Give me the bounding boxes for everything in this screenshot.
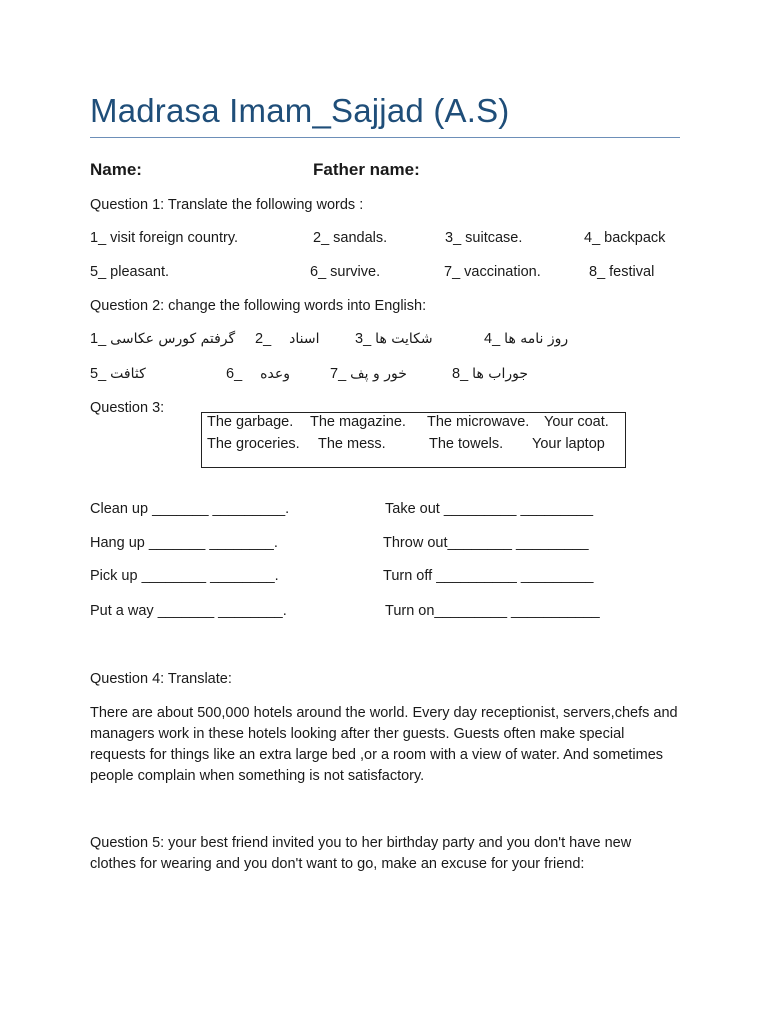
q2-item	[355, 331, 433, 347]
phrasal-verb-blank: Turn on_________ ___________	[385, 603, 600, 619]
q1-item: 2_ sandals.	[313, 230, 388, 246]
q2-item-number: 8_	[452, 366, 469, 382]
q2-item-word: روز نامه ها	[504, 331, 569, 347]
q2-item	[330, 366, 407, 382]
q1-item: 8_ festival	[589, 264, 655, 280]
phrasal-verb-blank: Take out _________ _________	[385, 501, 594, 517]
word-bank-item: The towels.	[429, 436, 504, 452]
q2-item-number: 6_	[226, 366, 243, 382]
page-title: Madrasa Imam_Sajjad (A.S)	[90, 92, 510, 129]
question-3-prompt: Question 3:	[90, 400, 165, 416]
q2-item-word: شکایت ها	[375, 331, 433, 347]
word-bank-item: The garbage.	[207, 414, 294, 430]
q2-item	[255, 331, 320, 347]
word-bank-item: Your laptop	[532, 436, 605, 452]
q2-item	[452, 366, 528, 382]
q2-item-number: 4_	[484, 331, 501, 347]
q1-item: 4_ backpack	[584, 230, 666, 246]
q1-item: 1_ visit foreign country.	[90, 230, 239, 246]
q2-item-number: 7_	[330, 366, 347, 382]
word-bank-item: The mess.	[318, 436, 386, 452]
q2-item-number: 2_	[255, 331, 272, 347]
q1-item: 6_ survive.	[310, 264, 381, 280]
phrasal-verb-blank: Hang up _______ ________.	[90, 535, 278, 551]
question-2-prompt: Question 2: change the following words into English:	[90, 298, 427, 314]
q1-item: 3_ suitcase.	[445, 230, 523, 246]
q2-item-word: وعده	[260, 366, 290, 382]
name-label: Name:	[90, 160, 142, 179]
q2-item-word: گرفتم کورس عکاسی	[110, 331, 236, 347]
q2-item	[90, 331, 235, 347]
word-bank-item: The microwave.	[427, 414, 530, 430]
title-underline	[90, 137, 680, 138]
q2-item	[90, 366, 146, 382]
q2-item-number: 3_	[355, 331, 372, 347]
q1-item: 7_ vaccination.	[444, 264, 541, 280]
q2-item-word: اسناد	[289, 331, 320, 347]
question-1-prompt: Question 1: Translate the following words :	[90, 197, 364, 213]
phrasal-verb-blank: Turn off __________ _________	[383, 568, 594, 584]
q2-item-number: 1_	[90, 331, 107, 347]
phrasal-verb-blank: Throw out________ _________	[383, 535, 589, 551]
phrasal-verb-blank: Pick up ________ ________.	[90, 568, 279, 584]
father-name-label: Father name:	[313, 160, 420, 179]
q2-item	[484, 331, 568, 347]
q1-item: 5_ pleasant.	[90, 264, 170, 280]
q2-item	[226, 366, 290, 382]
question-4-passage: There are about 500,000 hotels around the world. Every day receptionist, servers,chefs and managers work in these hotels looking after ther guests. Guests often make special requests for things like an extra large bed ,or a room with a view of water. And sometimes people complain when something is not satisfactory.	[90, 705, 678, 784]
q2-item-word: کثافت	[110, 366, 146, 382]
q2-item-word: جوراب ها	[472, 366, 528, 382]
phrasal-verb-blank: Put a way _______ ________.	[90, 603, 287, 619]
question-4-prompt: Question 4: Translate:	[90, 671, 232, 687]
question-5-prompt: Question 5: your best friend invited you to her birthday party and you don't have new clothes for wearing and you don't want to go, make an excuse for your friend:	[90, 835, 632, 872]
q2-item-word: خور و پف	[350, 366, 407, 382]
q2-item-number: 5_	[90, 366, 107, 382]
phrasal-verb-blank: Clean up _______ _________.	[90, 501, 290, 517]
word-bank-item: The groceries.	[207, 436, 300, 452]
word-bank-item: Your coat.	[544, 414, 609, 430]
word-bank-item: The magazine.	[310, 414, 406, 430]
